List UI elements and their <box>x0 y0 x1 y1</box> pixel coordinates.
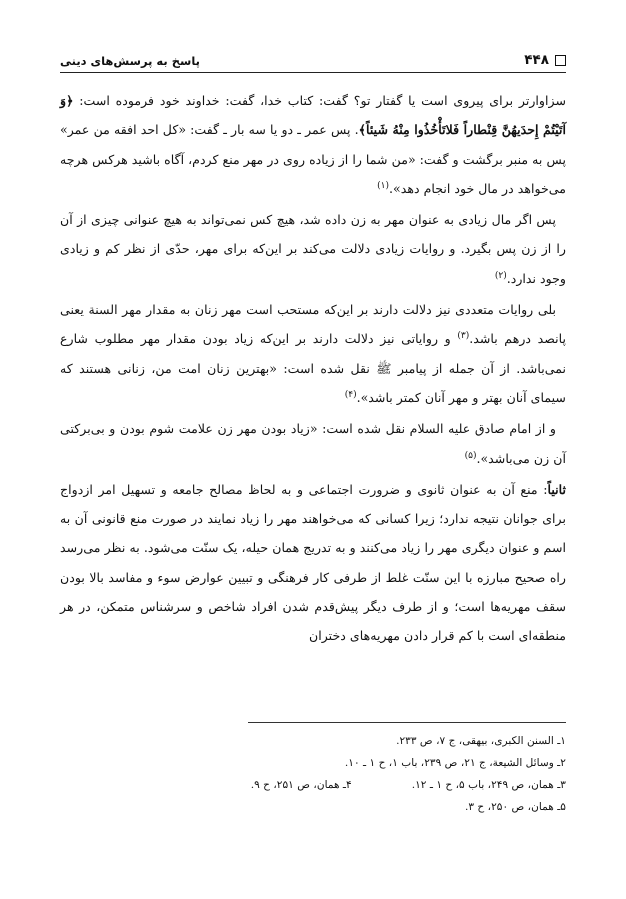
footnote-text: ۲ـ وسائل الشیعة، ج ۲۱، ص ۲۳۹، باب ۱، ح ۱ ـ ۱۰. <box>344 757 566 769</box>
lead-word: ثانیاً <box>547 481 566 497</box>
paragraph-2 <box>60 205 566 293</box>
footnote-divider <box>248 722 566 723</box>
paragraph-text: . پس عمر ـ دو یا سه بار ـ گفت: «کل احد افقه من عمر» پس به منبر برگشت و گفت: «من شما را از زیاده روی در مهر منع کردم، آگاه باشید هرکس هرچه می‌خواهد در مال خود انجام دهد». <box>60 122 567 196</box>
paragraph-text: پس اگر مال زیادی به عنوان مهر به زن داده شد، هیچ کس نمی‌تواند به هیچ عنوانی چیزی از آن را از زن پس بگیرد. و روایات زیادی دلالت می‌کند بر این‌که برای مهر، حدّی از نظر کم و زیادی وجود ندارد. <box>60 212 566 286</box>
paragraph-4 <box>60 414 566 473</box>
paragraph-text: بلی روایات متعددی نیز دلالت دارند بر این‌که مستحب است مهر زنان به مقدار مهر السنة یعنی پانصد درهم باشد. <box>60 302 566 347</box>
paragraph-text: سزاوارتر برای پیروی است یا گفتار تو؟ گفت: کتاب خدا، گفت: خداوند خود فرموده است: <box>73 93 566 108</box>
paragraph-text: و از امام صادق علیه السلام نقل شده است: «زیاد بودن مهر زن علامت شوم بودن و بی‌برکتی آن زن می‌باشد». <box>60 421 566 466</box>
paragraph-text: و روایاتی نیز دلالت دارند بر این‌که زیاد بودن مقدار مهر مطلوب شارع نمی‌باشد. از آن جمله از پیامبر ﷺ نقل شده است: «بهترین زنان امت من، زنانی هستند که سیمای آنان بهتر و مهر آنان کمتر باشد». <box>60 331 566 405</box>
footnote-5 <box>60 796 566 818</box>
footnote-1 <box>60 730 566 752</box>
footnote-text: ۱ـ السنن الکبری، بیهقی، ج ۷، ص ۲۳۳. <box>396 735 566 747</box>
paragraph-text: : منع آن به عنوان ثانوی و ضرورت اجتماعی و به لحاظ مصالح جامعه و تسهیل امر ازدواج برای جوانان نتیجه ندارد؛ زیرا کسانی که می‌خواهند مهر را زیاد نمایند در صورت منع قانونی آن به اسم و عنوان دیگری مهر را زیاد می‌کنند و به تدریج همان حیله، یک سنّت می‌شود. به نظر می‌رسد راه صحیح مبارزه با این سنّت غلط از طرفی کار فرهنگی و تبیین عوارض سوء و مفاسد بالا بودن سقف مهریه‌ها است؛ و از طرف دیگر پیش‌قدم شدن افراد شاخص و سرشناس متمکن، در هر منطقه‌ای است با کم قرار دادن مهریه‌های دختران <box>60 481 566 644</box>
page-number-group <box>524 52 566 68</box>
footnote-3-4 <box>60 774 566 796</box>
footnote-text: ۵ـ همان، ص ۲۵۰، ح ۳. <box>464 801 566 813</box>
footnote-2 <box>60 752 566 774</box>
running-title: پاسخ به پرسش‌های دینی <box>60 54 200 68</box>
header-divider <box>60 72 566 73</box>
running-header <box>60 46 566 68</box>
body-text <box>60 86 566 653</box>
page-number: ۴۴۸ <box>524 52 549 68</box>
footnotes <box>60 730 566 818</box>
footnote-text: ۴ـ همان، ص ۲۵۱، ح ۹. <box>250 779 352 791</box>
square-ornament-icon <box>555 55 566 66</box>
paragraph-1 <box>60 86 566 203</box>
footnote-ref-5: (۵) <box>464 450 477 461</box>
quran-verse: ﴿وَ آتَيْتُمْ إِحدَيهُنَّ قِنْطاراً فَلاتَأْخُذُوا مِنْهُ شَيئاً﴾ <box>60 93 566 138</box>
paragraph-5 <box>60 475 566 651</box>
footnote-ref-4: (۴) <box>344 389 357 400</box>
footnote-ref-1: (۱) <box>377 180 390 191</box>
paragraph-3 <box>60 295 566 412</box>
footnote-text: ۳ـ همان، ص ۲۴۹، باب ۵، ح ۱ ـ ۱۲. <box>411 779 566 791</box>
footnote-ref-3: (۳) <box>457 331 470 342</box>
footnote-ref-2: (۲) <box>494 270 507 281</box>
